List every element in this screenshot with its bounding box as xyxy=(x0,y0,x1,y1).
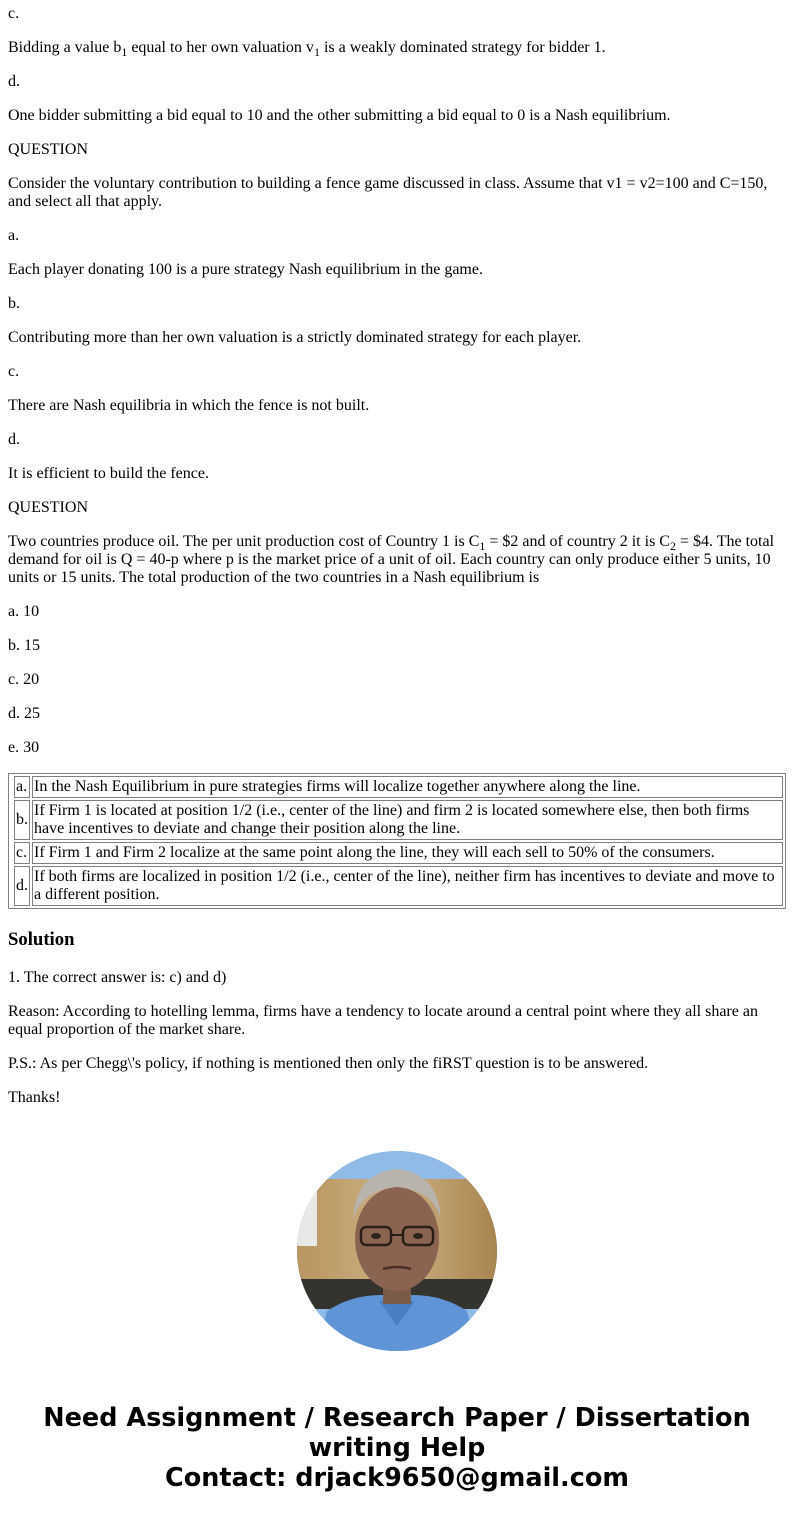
fence-option-c-text: There are Nash equilibria in which the fence is not built. xyxy=(8,397,370,414)
subscript: 1 xyxy=(313,45,320,60)
fence-option-d-text: It is efficient to build the fence. xyxy=(8,465,209,482)
promo-contact: Contact: drjack9650@gmail.com xyxy=(165,1463,629,1493)
row-label: d. xyxy=(14,866,30,906)
hotelling-options-table xyxy=(8,773,786,909)
avatar xyxy=(297,1151,497,1351)
fence-option-c-label: c. xyxy=(8,363,20,380)
prev-option-c-text xyxy=(8,39,786,60)
fence-option-d-label: d. xyxy=(8,431,20,448)
oil-option-c: c. 20 xyxy=(8,671,40,688)
oil-question-prompt xyxy=(8,533,786,587)
table-row xyxy=(14,776,783,798)
row-label: b. xyxy=(14,800,30,840)
fence-option-b-text: Contributing more than her own valuation is a strictly dominated strategy for each player. xyxy=(8,329,582,346)
text-fragment: = $4. The total demand for oil is Q = 40-p where p is the market price of a unit of oil. Each country can only produce either 5 units, 10 units or 15 units. The total production of the two countries in a Nash equilibrium is xyxy=(8,533,775,586)
fence-question-heading: QUESTION xyxy=(8,141,88,158)
row-text: If Firm 1 and Firm 2 localize at the same point along the line, they will each sell to 50% of the consumers. xyxy=(32,842,783,864)
solution-answer: 1. The correct answer is: c) and d) xyxy=(8,969,227,986)
solution-thanks: Thanks! xyxy=(8,1089,61,1106)
person-portrait-icon xyxy=(297,1151,497,1351)
avatar-container xyxy=(8,1151,786,1351)
prev-option-d-label: d. xyxy=(8,73,20,90)
subscript: 1 xyxy=(121,45,128,60)
oil-option-d: d. 25 xyxy=(8,705,40,722)
promo-line-1: Need Assignment / Research Paper / Dissertation xyxy=(43,1403,751,1433)
subscript: 2 xyxy=(669,539,676,554)
table-row xyxy=(14,800,783,840)
document-body xyxy=(0,5,794,1493)
row-label: c. xyxy=(14,842,30,864)
promo-line-2: writing Help xyxy=(308,1433,486,1463)
oil-option-a: a. 10 xyxy=(8,603,40,620)
solution-ps: P.S.: As per Chegg\'s policy, if nothing is mentioned then only the fiRST question is to be answered. xyxy=(8,1055,649,1072)
promo-banner xyxy=(8,1403,786,1493)
row-text: If Firm 1 is located at position 1/2 (i.e., center of the line) and firm 2 is located somewhere else, then both firms have incentives to deviate and change their position along the line. xyxy=(32,800,783,840)
text-fragment: equal to her own valuation v xyxy=(127,39,314,56)
prev-option-c-label: c. xyxy=(8,5,20,22)
text-fragment: Two countries produce oil. The per unit production cost of Country 1 is C xyxy=(8,533,480,550)
fence-option-a-label: a. xyxy=(8,227,20,244)
oil-option-b: b. 15 xyxy=(8,637,40,654)
solution-reason: Reason: According to hotelling lemma, firms have a tendency to locate around a central point where they all share an equal proportion of the market share. xyxy=(8,1003,758,1038)
fence-option-a-text: Each player donating 100 is a pure strategy Nash equilibrium in the game. xyxy=(8,261,483,278)
fence-question-prompt: Consider the voluntary contribution to building a fence game discussed in class. Assume that v1 = v2=100 and C=150, and select all that apply. xyxy=(8,175,768,210)
solution-heading: Solution xyxy=(8,929,75,950)
subscript: 1 xyxy=(479,539,486,554)
prev-option-d-text: One bidder submitting a bid equal to 10 and the other submitting a bid equal to 0 is a Nash equilibrium. xyxy=(8,107,671,124)
text-fragment: is a weakly dominated strategy for bidder 1. xyxy=(319,39,606,56)
row-text: In the Nash Equilibrium in pure strategies firms will localize together anywhere along the line. xyxy=(32,776,783,798)
row-text: If both firms are localized in position 1/2 (i.e., center of the line), neither firm has incentives to deviate and move to a different position. xyxy=(32,866,783,906)
text-fragment: = $2 and of country 2 it is C xyxy=(485,533,670,550)
table-row xyxy=(14,842,783,864)
table-row xyxy=(14,866,783,906)
oil-option-e: e. 30 xyxy=(8,739,40,756)
text-fragment: Bidding a value b xyxy=(8,39,122,56)
oil-question-heading: QUESTION xyxy=(8,499,88,516)
fence-option-b-label: b. xyxy=(8,295,20,312)
row-label: a. xyxy=(14,776,30,798)
